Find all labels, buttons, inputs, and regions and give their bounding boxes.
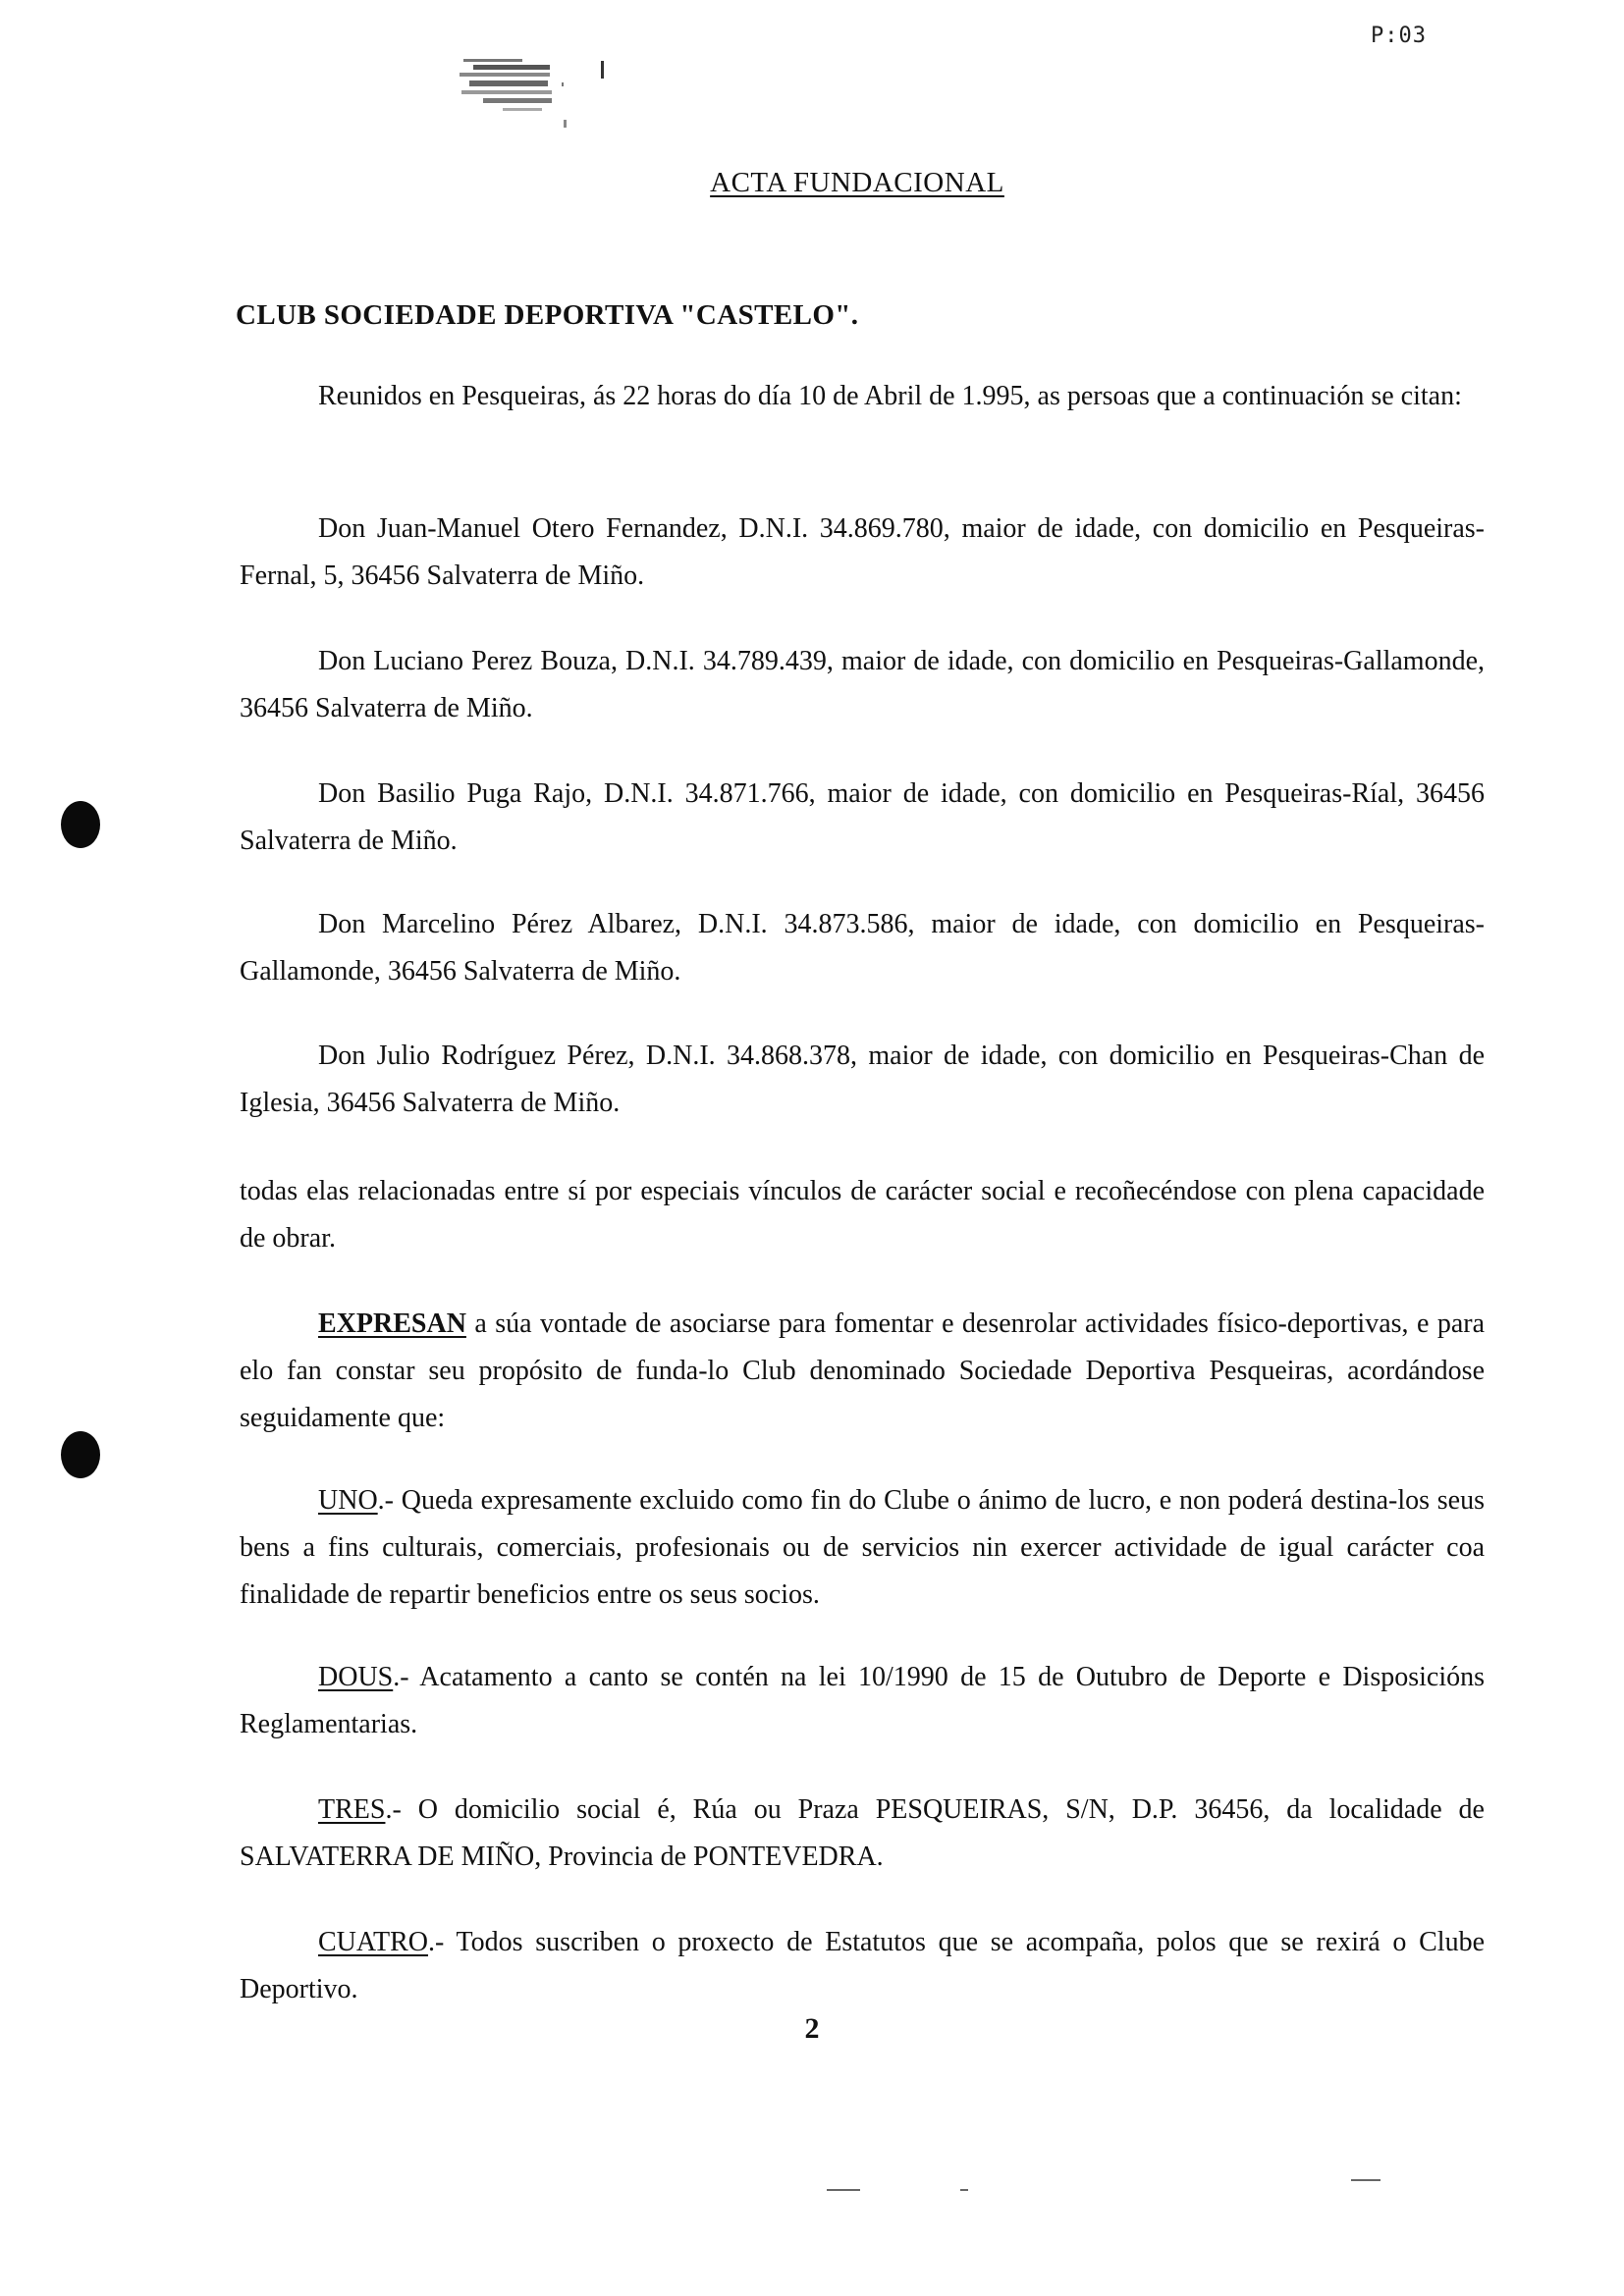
clause-cuatro <box>240 1919 1485 2013</box>
punch-hole-bottom <box>61 1431 100 1478</box>
scan-smudge <box>454 55 611 143</box>
scan-mark <box>1351 2179 1380 2181</box>
expresan-label: EXPRESAN <box>318 1308 466 1339</box>
clause-dous <box>240 1654 1485 1748</box>
clause-label: UNO <box>318 1485 378 1516</box>
expresan-paragraph <box>240 1301 1485 1442</box>
clause-label: CUATRO <box>318 1927 429 1957</box>
clause-uno <box>240 1477 1485 1619</box>
clause-text: .- Queda expresamente excluido como fin do Clube o ánimo de lucro, e non poderá destina-los seus bens a fins culturais, comerciais, profesionais ou de servicios nin exercer actividade de igual carácter coa finalidade de repartir beneficios entre os seus socios. <box>240 1485 1485 1610</box>
expresan-text: a súa vontade de asociarse para fomentar e desenrolar actividades físico-deportivas, e para elo fan constar seu propósito de funda-lo Club denominado Sociedade Deportiva Pesqueiras, acordándose seguidamente que: <box>240 1308 1485 1433</box>
member-1: Don Juan-Manuel Otero Fernandez, D.N.I. 34.869.780, maior de idade, con domicilio en Pesqueiras-Fernal, 5, 36456 Salvaterra de Miño. <box>240 513 1485 591</box>
member-4: Don Marcelino Pérez Albarez, D.N.I. 34.873.586, maior de idade, con domicilio en Pesqueiras-Gallamonde, 36456 Salvaterra de Miño. <box>240 909 1485 987</box>
member-5: Don Julio Rodríguez Pérez, D.N.I. 34.868.378, maior de idade, con domicilio en Pesqueiras-Chan de Iglesia, 36456 Salvaterra de Miño. <box>240 1041 1485 1118</box>
scan-mark <box>960 2189 968 2191</box>
clause-label: TRES <box>318 1794 386 1825</box>
member-3: Don Basilio Puga Rajo, D.N.I. 34.871.766, maior de idade, con domicilio en Pesqueiras-Ríal, 36456 Salvaterra de Miño. <box>240 778 1485 856</box>
relation-paragraph: todas elas relacionadas entre sí por especiais vínculos de carácter social e recoñecéndose con plena capacidade de obrar. <box>240 1176 1485 1254</box>
document-title: ACTA FUNDACIONAL <box>710 167 1004 198</box>
club-name: CLUB SOCIEDADE DEPORTIVA "CASTELO". <box>236 299 859 331</box>
clause-text: .- Acatamento a canto se contén na lei 10/1990 de 15 de Outubro de Deporte e Disposicións Reglamentarias. <box>240 1662 1485 1739</box>
punch-hole-top <box>61 801 100 848</box>
clause-text: .- O domicilio social é, Rúa ou Praza PESQUEIRAS, S/N, D.P. 36456, da localidade de SALVATERRA DE MIÑO, Provincia de PONTEVEDRA. <box>240 1794 1485 1872</box>
page-number: 2 <box>804 2012 820 2045</box>
clause-tres <box>240 1787 1485 1881</box>
clause-text: .- Todos suscriben o proxecto de Estatutos que se acompaña, polos que se rexirá o Clube Deportivo. <box>240 1927 1485 2004</box>
intro-paragraph: Reunidos en Pesqueiras, ás 22 horas do día 10 de Abril de 1.995, as persoas que a continuación se citan: <box>318 381 1462 411</box>
page-code: P:03 <box>1371 24 1427 48</box>
scan-mark <box>827 2189 860 2191</box>
member-2: Don Luciano Perez Bouza, D.N.I. 34.789.439, maior de idade, con domicilio en Pesqueiras-Gallamonde, 36456 Salvaterra de Miño. <box>240 646 1485 723</box>
clause-label: DOUS <box>318 1662 394 1692</box>
